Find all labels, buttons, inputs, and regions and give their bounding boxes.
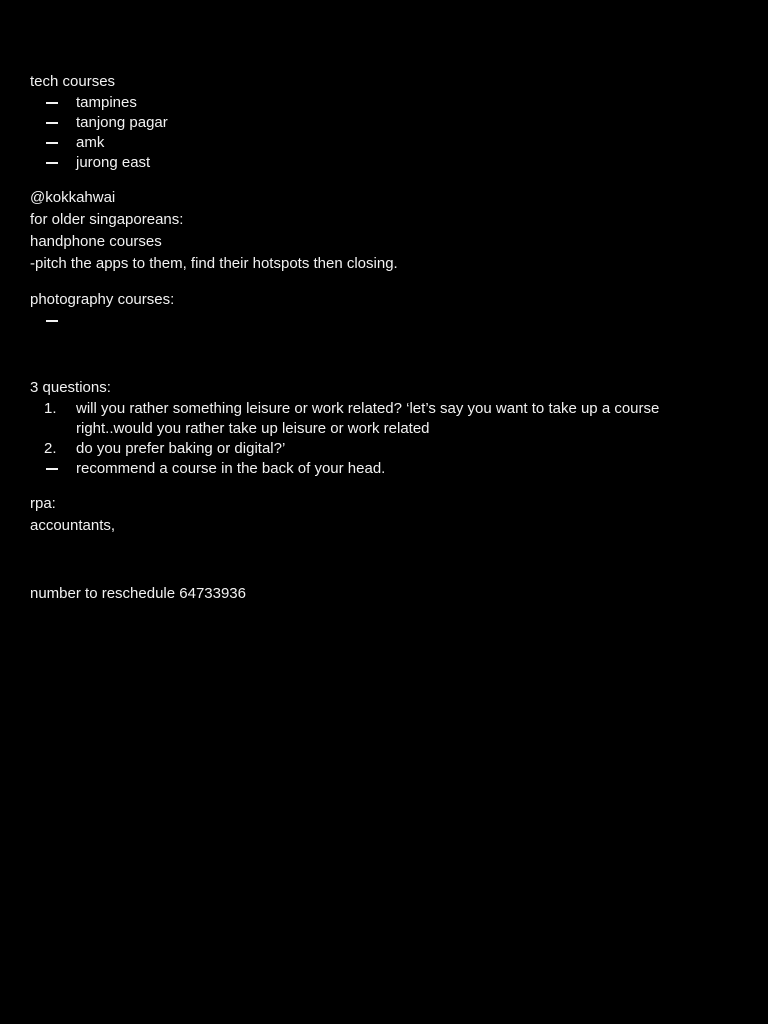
pitch-text: -pitch the apps to them, find their hotspots then closing.	[30, 255, 398, 272]
dash-bullet	[46, 162, 58, 164]
dash-bullet	[46, 142, 58, 144]
question-text: do you prefer baking or digital?’	[76, 440, 286, 457]
list-item-jurong-east	[30, 153, 730, 173]
photography-courses-heading: photography courses:	[30, 291, 175, 308]
note-body[interactable]	[30, 71, 730, 605]
rpa-heading: rpa:	[30, 495, 56, 512]
list-item-text: jurong east	[76, 154, 151, 171]
dash-bullet	[46, 102, 58, 104]
list-item-text: amk	[76, 134, 105, 151]
questions-heading: 3 questions:	[30, 379, 111, 396]
rpa-item-text: accountants,	[30, 517, 116, 534]
list-item-amk	[30, 133, 730, 153]
list-number: 1.	[44, 400, 57, 417]
dash-bullet	[46, 320, 58, 322]
question-item-1	[30, 399, 706, 439]
dash-bullet	[46, 468, 58, 470]
dash-bullet	[46, 122, 58, 124]
handphone-courses-text: handphone courses	[30, 233, 162, 250]
list-item-tampines	[30, 93, 730, 113]
handle-text: @kokkahwai	[30, 189, 116, 206]
list-item-text: tanjong pagar	[76, 114, 168, 131]
list-item-text: tampines	[76, 94, 137, 111]
list-item-text: recommend a course in the back of your head.	[76, 460, 386, 477]
older-singaporeans-heading: for older singaporeans:	[30, 211, 184, 228]
question-item-2	[30, 439, 730, 459]
reschedule-text: number to reschedule 64733936	[30, 585, 246, 602]
list-item-recommend	[30, 459, 730, 479]
question-text: will you rather something leisure or work related? ‘let’s say you want to take up a course right..would you rather take up leisure or work related	[76, 400, 660, 437]
list-number: 2.	[44, 440, 57, 457]
tech-courses-heading: tech courses	[30, 73, 116, 90]
list-item-empty	[30, 311, 730, 331]
list-item-tanjong-pagar	[30, 113, 730, 133]
